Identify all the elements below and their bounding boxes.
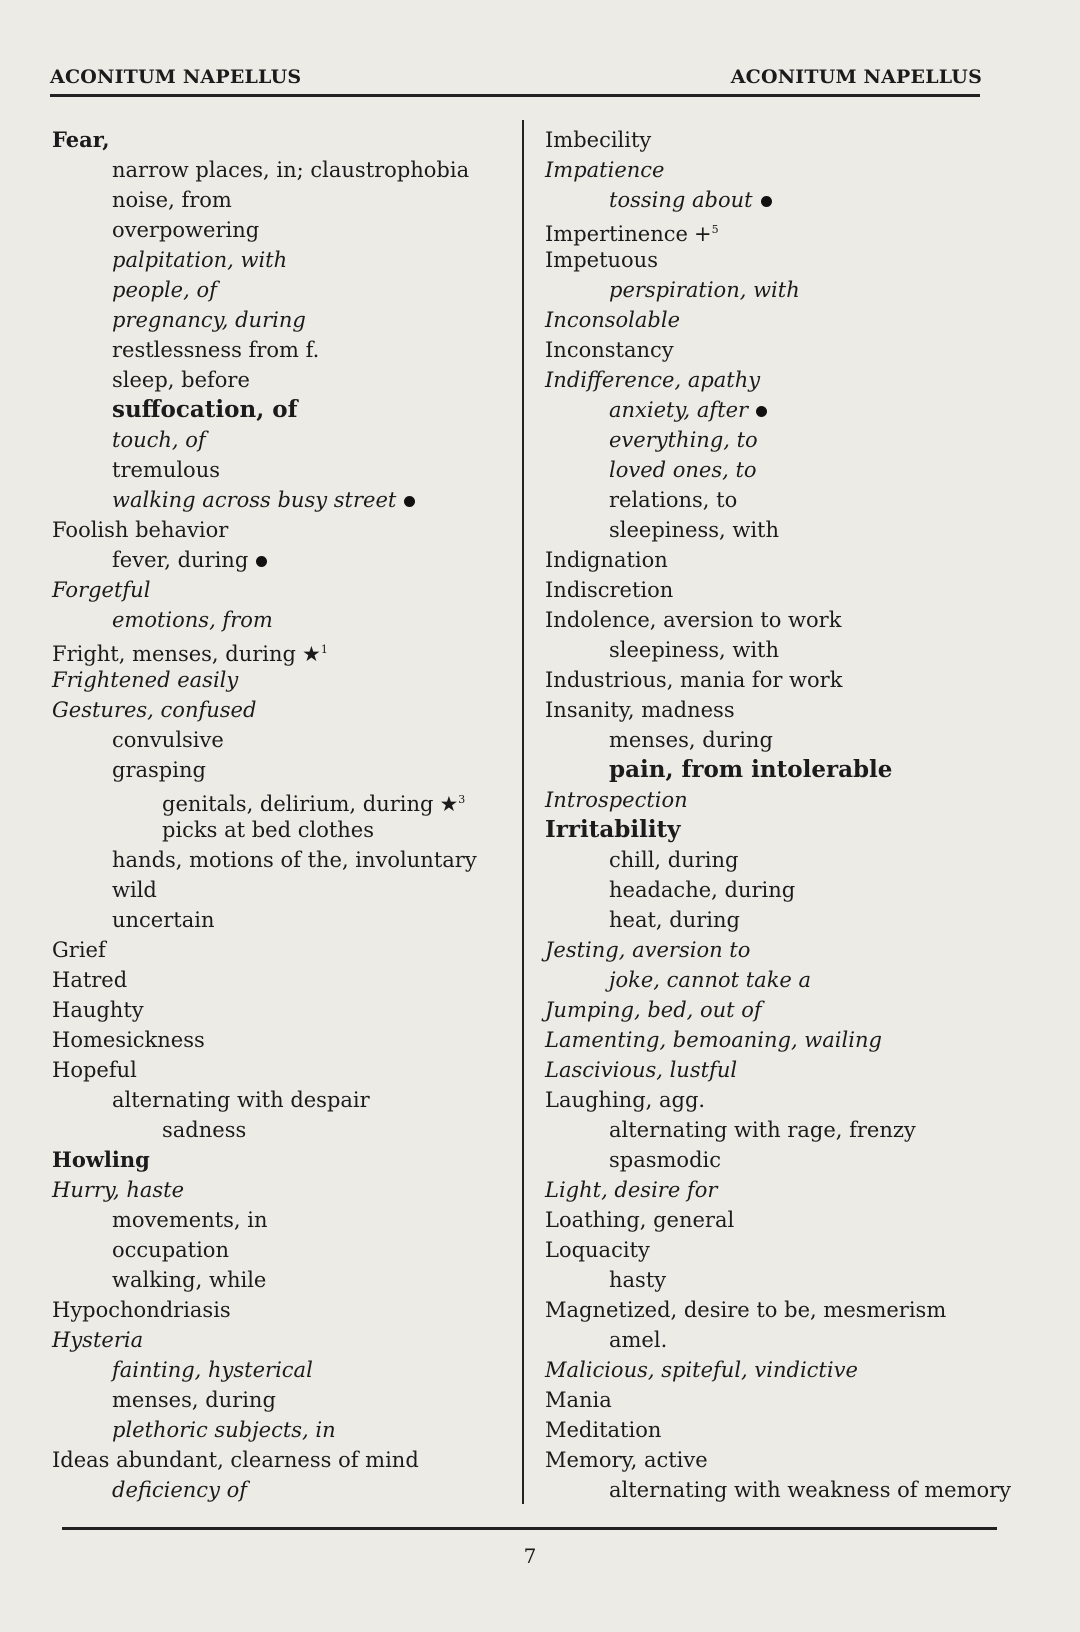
rubric-text: Fright, menses, during bbox=[52, 642, 296, 666]
rubric-entry bbox=[545, 1175, 1015, 1205]
rubric-text: Indifference, apathy bbox=[545, 368, 761, 392]
bullet-dot-icon bbox=[761, 196, 772, 207]
rubric-entry bbox=[545, 995, 1015, 1025]
rubric-entry bbox=[52, 485, 522, 515]
rubric-text: Jesting, aversion to bbox=[545, 938, 751, 962]
rubric-entry bbox=[52, 995, 522, 1025]
rubric-text: Introspection bbox=[545, 788, 688, 812]
rubric-text: grasping bbox=[112, 758, 206, 782]
rubric-text: Loquacity bbox=[545, 1238, 650, 1262]
rubric-text: Gestures, confused bbox=[52, 698, 257, 722]
rubric-entry bbox=[52, 575, 522, 605]
rubric-entry bbox=[545, 755, 1015, 785]
rubric-text: Impertinence bbox=[545, 222, 688, 246]
rubric-entry bbox=[545, 665, 1015, 695]
rubric-text: uncertain bbox=[112, 908, 215, 932]
rubric-text: joke, cannot take a bbox=[609, 968, 812, 992]
rubric-entry bbox=[545, 1475, 1015, 1505]
rubric-text: alternating with weakness of memory bbox=[609, 1478, 1012, 1502]
rubric-entry bbox=[545, 125, 1015, 155]
footer-rule bbox=[62, 1527, 997, 1530]
rubric-text: Memory, active bbox=[545, 1448, 708, 1472]
rubric-text: walking across busy street bbox=[112, 488, 397, 512]
rubric-entry bbox=[52, 545, 522, 575]
footnote-number: 1 bbox=[320, 643, 328, 656]
rubric-text: Insanity, madness bbox=[545, 698, 735, 722]
rubric-entry bbox=[52, 665, 522, 695]
running-header-left: ACONITUM NAPELLUS bbox=[50, 66, 302, 88]
rubric-entry bbox=[545, 1145, 1015, 1175]
rubric-entry bbox=[52, 1235, 522, 1265]
rubric-entry bbox=[52, 1055, 522, 1085]
rubric-entry bbox=[52, 155, 522, 185]
rubric-entry bbox=[52, 935, 522, 965]
rubric-text: narrow places, in; claustrophobia bbox=[112, 158, 470, 182]
rubric-entry bbox=[545, 515, 1015, 545]
rubric-text: pregnancy, during bbox=[112, 308, 306, 332]
rubric-text: Ideas abundant, clearness of mind bbox=[52, 1448, 419, 1472]
rubric-entry bbox=[52, 515, 522, 545]
rubric-entry bbox=[52, 1025, 522, 1055]
rubric-text: Industrious, mania for work bbox=[545, 668, 843, 692]
rubric-text: picks at bed clothes bbox=[162, 818, 375, 842]
rubric-text: movements, in bbox=[112, 1208, 268, 1232]
rubric-entry bbox=[545, 875, 1015, 905]
rubric-text: sleep, before bbox=[112, 368, 250, 392]
rubric-entry bbox=[545, 425, 1015, 455]
rubric-text: touch, of bbox=[112, 428, 206, 452]
rubric-entry bbox=[52, 1445, 522, 1475]
rubric-entry bbox=[545, 605, 1015, 635]
bullet-dot-icon bbox=[404, 496, 415, 507]
plus-icon: +$^5$ bbox=[693, 222, 719, 246]
rubric-entry bbox=[52, 785, 522, 815]
rubric-entry bbox=[52, 1085, 522, 1115]
rubric-text: Indolence, aversion to work bbox=[545, 608, 842, 632]
rubric-text: hands, motions of the, involuntary bbox=[112, 848, 477, 872]
rubric-entry bbox=[545, 305, 1015, 335]
left-column bbox=[52, 125, 522, 1505]
rubric-text: alternating with rage, frenzy bbox=[609, 1118, 916, 1142]
rubric-entry bbox=[52, 395, 522, 425]
rubric-entry bbox=[52, 875, 522, 905]
rubric-text: Hypochondriasis bbox=[52, 1298, 231, 1322]
rubric-text: restlessness from f. bbox=[112, 338, 320, 362]
rubric-entry bbox=[545, 1205, 1015, 1235]
rubric-entry bbox=[545, 1325, 1015, 1355]
rubric-text: Inconsolable bbox=[545, 308, 680, 332]
rubric-entry bbox=[545, 1085, 1015, 1115]
rubric-entry bbox=[545, 545, 1015, 575]
column-divider bbox=[522, 120, 524, 1504]
bullet-dot-icon bbox=[256, 556, 267, 567]
rubric-entry bbox=[52, 425, 522, 455]
rubric-text: Hopeful bbox=[52, 1058, 137, 1082]
rubric-text: walking, while bbox=[112, 1268, 267, 1292]
rubric-entry bbox=[52, 185, 522, 215]
rubric-text: Indiscretion bbox=[545, 578, 674, 602]
rubric-text: perspiration, with bbox=[609, 278, 800, 302]
rubric-text: Mania bbox=[545, 1388, 612, 1412]
rubric-text: noise, from bbox=[112, 188, 232, 212]
rubric-entry bbox=[545, 1385, 1015, 1415]
rubric-text: Lamenting, bemoaning, wailing bbox=[545, 1028, 882, 1052]
rubric-entry bbox=[545, 725, 1015, 755]
rubric-text: Hysteria bbox=[52, 1328, 144, 1352]
rubric-text: fever, during bbox=[112, 548, 249, 572]
rubric-text: Forgetful bbox=[52, 578, 151, 602]
rubric-entry bbox=[52, 695, 522, 725]
header-rule bbox=[50, 94, 980, 97]
rubric-text: hasty bbox=[609, 1268, 667, 1292]
rubric-entry bbox=[52, 1415, 522, 1445]
rubric-entry bbox=[545, 905, 1015, 935]
rubric-entry bbox=[545, 215, 1015, 245]
rubric-text: Howling bbox=[52, 1147, 150, 1172]
rubric-text: Fear, bbox=[52, 127, 110, 152]
rubric-text: Hatred bbox=[52, 968, 128, 992]
rubric-text: suffocation, of bbox=[112, 396, 298, 423]
rubric-text: everything, to bbox=[609, 428, 758, 452]
rubric-text: Impetuous bbox=[545, 248, 658, 272]
rubric-text: loved ones, to bbox=[609, 458, 757, 482]
rubric-entry bbox=[52, 1295, 522, 1325]
rubric-entry bbox=[52, 1175, 522, 1205]
rubric-entry bbox=[52, 1325, 522, 1355]
rubric-entry bbox=[545, 1295, 1015, 1325]
rubric-text: headache, during bbox=[609, 878, 796, 902]
rubric-entry bbox=[52, 1385, 522, 1415]
rubric-entry bbox=[545, 1265, 1015, 1295]
rubric-text: Laughing, agg. bbox=[545, 1088, 706, 1112]
rubric-text: Hurry, haste bbox=[52, 1178, 185, 1202]
rubric-entry bbox=[52, 815, 522, 845]
rubric-text: emotions, from bbox=[112, 608, 273, 632]
rubric-entry bbox=[545, 695, 1015, 725]
rubric-text: Magnetized, desire to be, mesmerism bbox=[545, 1298, 947, 1322]
rubric-text: wild bbox=[112, 878, 157, 902]
rubric-text: convulsive bbox=[112, 728, 224, 752]
page-number: 7 bbox=[523, 1544, 537, 1568]
rubric-entry bbox=[52, 1205, 522, 1235]
rubric-entry bbox=[545, 365, 1015, 395]
rubric-entry bbox=[545, 1415, 1015, 1445]
rubric-text: Imbecility bbox=[545, 128, 652, 152]
rubric-text: menses, during bbox=[609, 728, 773, 752]
rubric-entry bbox=[545, 155, 1015, 185]
rubric-text: Irritability bbox=[545, 816, 681, 843]
rubric-entry bbox=[545, 485, 1015, 515]
rubric-entry bbox=[52, 635, 522, 665]
rubric-text: people, of bbox=[112, 278, 217, 302]
rubric-entry bbox=[545, 965, 1015, 995]
rubric-entry bbox=[52, 1475, 522, 1505]
rubric-text: plethoric subjects, in bbox=[112, 1418, 336, 1442]
right-column bbox=[545, 125, 1015, 1505]
rubric-text: deficiency of bbox=[112, 1478, 248, 1502]
rubric-entry bbox=[52, 245, 522, 275]
rubric-text: menses, during bbox=[112, 1388, 276, 1412]
rubric-entry bbox=[52, 1355, 522, 1385]
rubric-text: Grief bbox=[52, 938, 106, 962]
rubric-entry bbox=[52, 605, 522, 635]
rubric-entry bbox=[545, 575, 1015, 605]
rubric-entry bbox=[545, 245, 1015, 275]
footnote-number: 5 bbox=[711, 223, 719, 236]
rubric-text: Impatience bbox=[545, 158, 665, 182]
rubric-entry bbox=[545, 275, 1015, 305]
rubric-text: Frightened easily bbox=[52, 668, 239, 692]
rubric-entry bbox=[52, 1115, 522, 1145]
rubric-text: overpowering bbox=[112, 218, 260, 242]
rubric-entry bbox=[52, 275, 522, 305]
bullet-dot-icon bbox=[756, 406, 767, 417]
rubric-text: sadness bbox=[162, 1118, 247, 1142]
rubric-entry bbox=[545, 1235, 1015, 1265]
rubric-entry bbox=[545, 935, 1015, 965]
rubric-entry bbox=[52, 215, 522, 245]
rubric-text: Light, desire for bbox=[545, 1178, 718, 1202]
rubric-text: Foolish behavior bbox=[52, 518, 229, 542]
rubric-entry bbox=[52, 125, 522, 155]
rubric-entry bbox=[545, 455, 1015, 485]
rubric-entry bbox=[545, 1445, 1015, 1475]
rubric-entry bbox=[52, 335, 522, 365]
star-icon: ★$^3$ bbox=[439, 792, 466, 816]
rubric-text: tossing about bbox=[609, 188, 753, 212]
rubric-text: anxiety, after bbox=[609, 398, 749, 422]
rubric-entry bbox=[52, 305, 522, 335]
rubric-entry bbox=[545, 1355, 1015, 1385]
rubric-text: chill, during bbox=[609, 848, 739, 872]
rubric-entry bbox=[52, 1145, 522, 1175]
rubric-entry bbox=[545, 185, 1015, 215]
rubric-text: Haughty bbox=[52, 998, 144, 1022]
rubric-entry bbox=[52, 725, 522, 755]
rubric-text: sleepiness, with bbox=[609, 638, 780, 662]
rubric-entry bbox=[545, 395, 1015, 425]
rubric-text: spasmodic bbox=[609, 1148, 721, 1172]
rubric-entry bbox=[52, 965, 522, 995]
rubric-text: occupation bbox=[112, 1238, 229, 1262]
rubric-text: palpitation, with bbox=[112, 248, 288, 272]
rubric-entry bbox=[545, 335, 1015, 365]
rubric-text: Loathing, general bbox=[545, 1208, 735, 1232]
rubric-text: Homesickness bbox=[52, 1028, 205, 1052]
rubric-entry bbox=[52, 365, 522, 395]
rubric-text: Inconstancy bbox=[545, 338, 674, 362]
running-header-right: ACONITUM NAPELLUS bbox=[730, 66, 982, 88]
rubric-entry bbox=[545, 1025, 1015, 1055]
rubric-entry bbox=[545, 845, 1015, 875]
rubric-entry bbox=[52, 1265, 522, 1295]
rubric-text: Jumping, bed, out of bbox=[545, 998, 762, 1022]
rubric-text: tremulous bbox=[112, 458, 221, 482]
rubric-text: Lascivious, lustful bbox=[545, 1058, 738, 1082]
rubric-text: Indignation bbox=[545, 548, 668, 572]
rubric-entry bbox=[545, 1115, 1015, 1145]
rubric-entry bbox=[52, 845, 522, 875]
rubric-text: amel. bbox=[609, 1328, 668, 1352]
rubric-entry bbox=[545, 1055, 1015, 1085]
star-icon: ★$^1$ bbox=[301, 642, 328, 666]
rubric-text: relations, to bbox=[609, 488, 738, 512]
rubric-entry bbox=[52, 755, 522, 785]
rubric-entry bbox=[52, 455, 522, 485]
footnote-number: 3 bbox=[458, 793, 466, 806]
rubric-text: genitals, delirium, during bbox=[162, 792, 434, 816]
rubric-text: alternating with despair bbox=[112, 1088, 370, 1112]
rubric-text: fainting, hysterical bbox=[112, 1358, 313, 1382]
rubric-entry bbox=[52, 905, 522, 935]
rubric-text: Malicious, spiteful, vindictive bbox=[545, 1358, 858, 1382]
rubric-entry bbox=[545, 785, 1015, 815]
rubric-text: Meditation bbox=[545, 1418, 662, 1442]
rubric-text: pain, from intolerable bbox=[609, 756, 893, 783]
rubric-entry bbox=[545, 815, 1015, 845]
rubric-entry bbox=[545, 635, 1015, 665]
rubric-text: sleepiness, with bbox=[609, 518, 780, 542]
rubric-text: heat, during bbox=[609, 908, 740, 932]
